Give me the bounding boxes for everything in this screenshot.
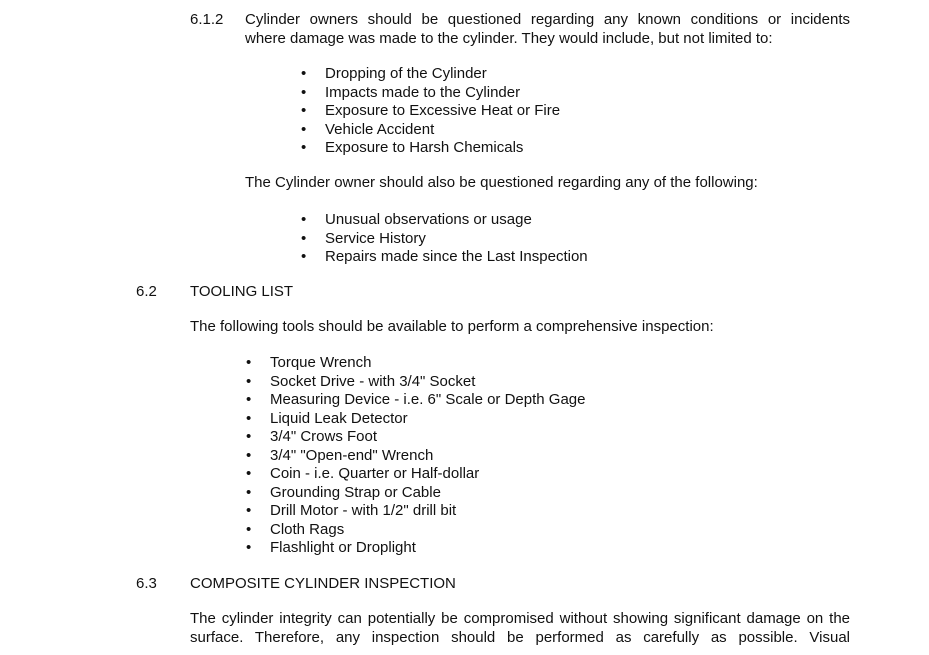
section-6-3-paragraph-line-1: The cylinder integrity can potentially be compromised without showing significant damage on the — [190, 610, 850, 627]
list-item: • 3/4" "Open-end" Wrench — [246, 446, 434, 464]
section-heading-tooling-list: TOOLING LIST — [190, 283, 294, 300]
bullet-icon: • — [246, 520, 252, 538]
list-item: • Vehicle Accident — [301, 120, 435, 138]
bullet-icon: • — [301, 120, 307, 138]
bullet-icon: • — [301, 102, 307, 119]
list-item: • Repairs made since the Last Inspection — [301, 248, 588, 265]
section-number-6-3: 6.3 — [136, 575, 157, 592]
list-item: • Coin - i.e. Quarter or Half-dollar — [246, 465, 480, 482]
bullet-icon: • — [301, 139, 307, 156]
section-6-1-2-paragraph-line-1: Cylinder owners should be questioned regarding any known conditions or incidents — [245, 11, 850, 28]
bullet-icon: • — [246, 354, 252, 371]
list-item: • Flashlight or Droplight — [246, 539, 416, 556]
bullet-icon: • — [246, 391, 252, 408]
list-item: • Cloth Rags — [246, 520, 345, 538]
section-6-1-2-paragraph-line-2: where damage was made to the cylinder. They would include, but not limited to: — [245, 29, 773, 47]
list-item: • Dropping of the Cylinder — [301, 65, 487, 82]
bullet-icon: • — [301, 248, 307, 265]
list-item: • Unusual observations or usage — [301, 211, 532, 228]
bullet-icon: • — [246, 446, 252, 464]
bullet-icon: • — [246, 428, 252, 445]
list-item: • Exposure to Excessive Heat or Fire — [301, 102, 561, 119]
tooling-intro-paragraph: The following tools should be available to perform a comprehensive inspection: — [190, 318, 714, 335]
section-6-1-2-paragraph-2: The Cylinder owner should also be questioned regarding any of the following: — [245, 174, 758, 191]
bullet-icon: • — [301, 229, 307, 247]
bullet-icon: • — [246, 483, 252, 501]
bullet-icon: • — [246, 502, 252, 519]
bullet-icon: • — [301, 211, 307, 228]
observations-bullet-list — [298, 211, 588, 267]
bullet-icon: • — [246, 409, 252, 427]
list-item: • Exposure to Harsh Chemicals — [301, 139, 524, 156]
section-number-6-2: 6.2 — [136, 283, 157, 300]
bullet-icon: • — [246, 465, 252, 482]
list-item: • Impacts made to the Cylinder — [301, 83, 521, 101]
bullet-icon: • — [301, 83, 307, 101]
list-item: • Socket Drive - with 3/4" Socket — [246, 372, 476, 390]
list-item: • Torque Wrench — [246, 354, 372, 371]
list-item: • Liquid Leak Detector — [246, 409, 408, 427]
list-item: • Measuring Device - i.e. 6" Scale or Depth Gage — [246, 391, 586, 408]
section-heading-composite-cylinder-inspection: COMPOSITE CYLINDER INSPECTION — [190, 575, 456, 592]
list-item: • Grounding Strap or Cable — [246, 483, 441, 501]
section-6-3-paragraph-line-2: surface. Therefore, any inspection should be performed as carefully as possible. Visual — [190, 628, 850, 646]
bullet-icon: • — [246, 539, 252, 556]
list-item: • Drill Motor - with 1/2" drill bit — [246, 502, 457, 519]
section-number-6-1-2: 6.1.2 — [190, 11, 224, 28]
incident-bullet-list — [298, 65, 560, 158]
bullet-icon: • — [301, 65, 307, 82]
list-item: • 3/4" Crows Foot — [246, 428, 378, 445]
bullet-icon: • — [246, 372, 252, 390]
tooling-bullet-list — [243, 354, 585, 558]
list-item: • Service History — [301, 229, 426, 247]
